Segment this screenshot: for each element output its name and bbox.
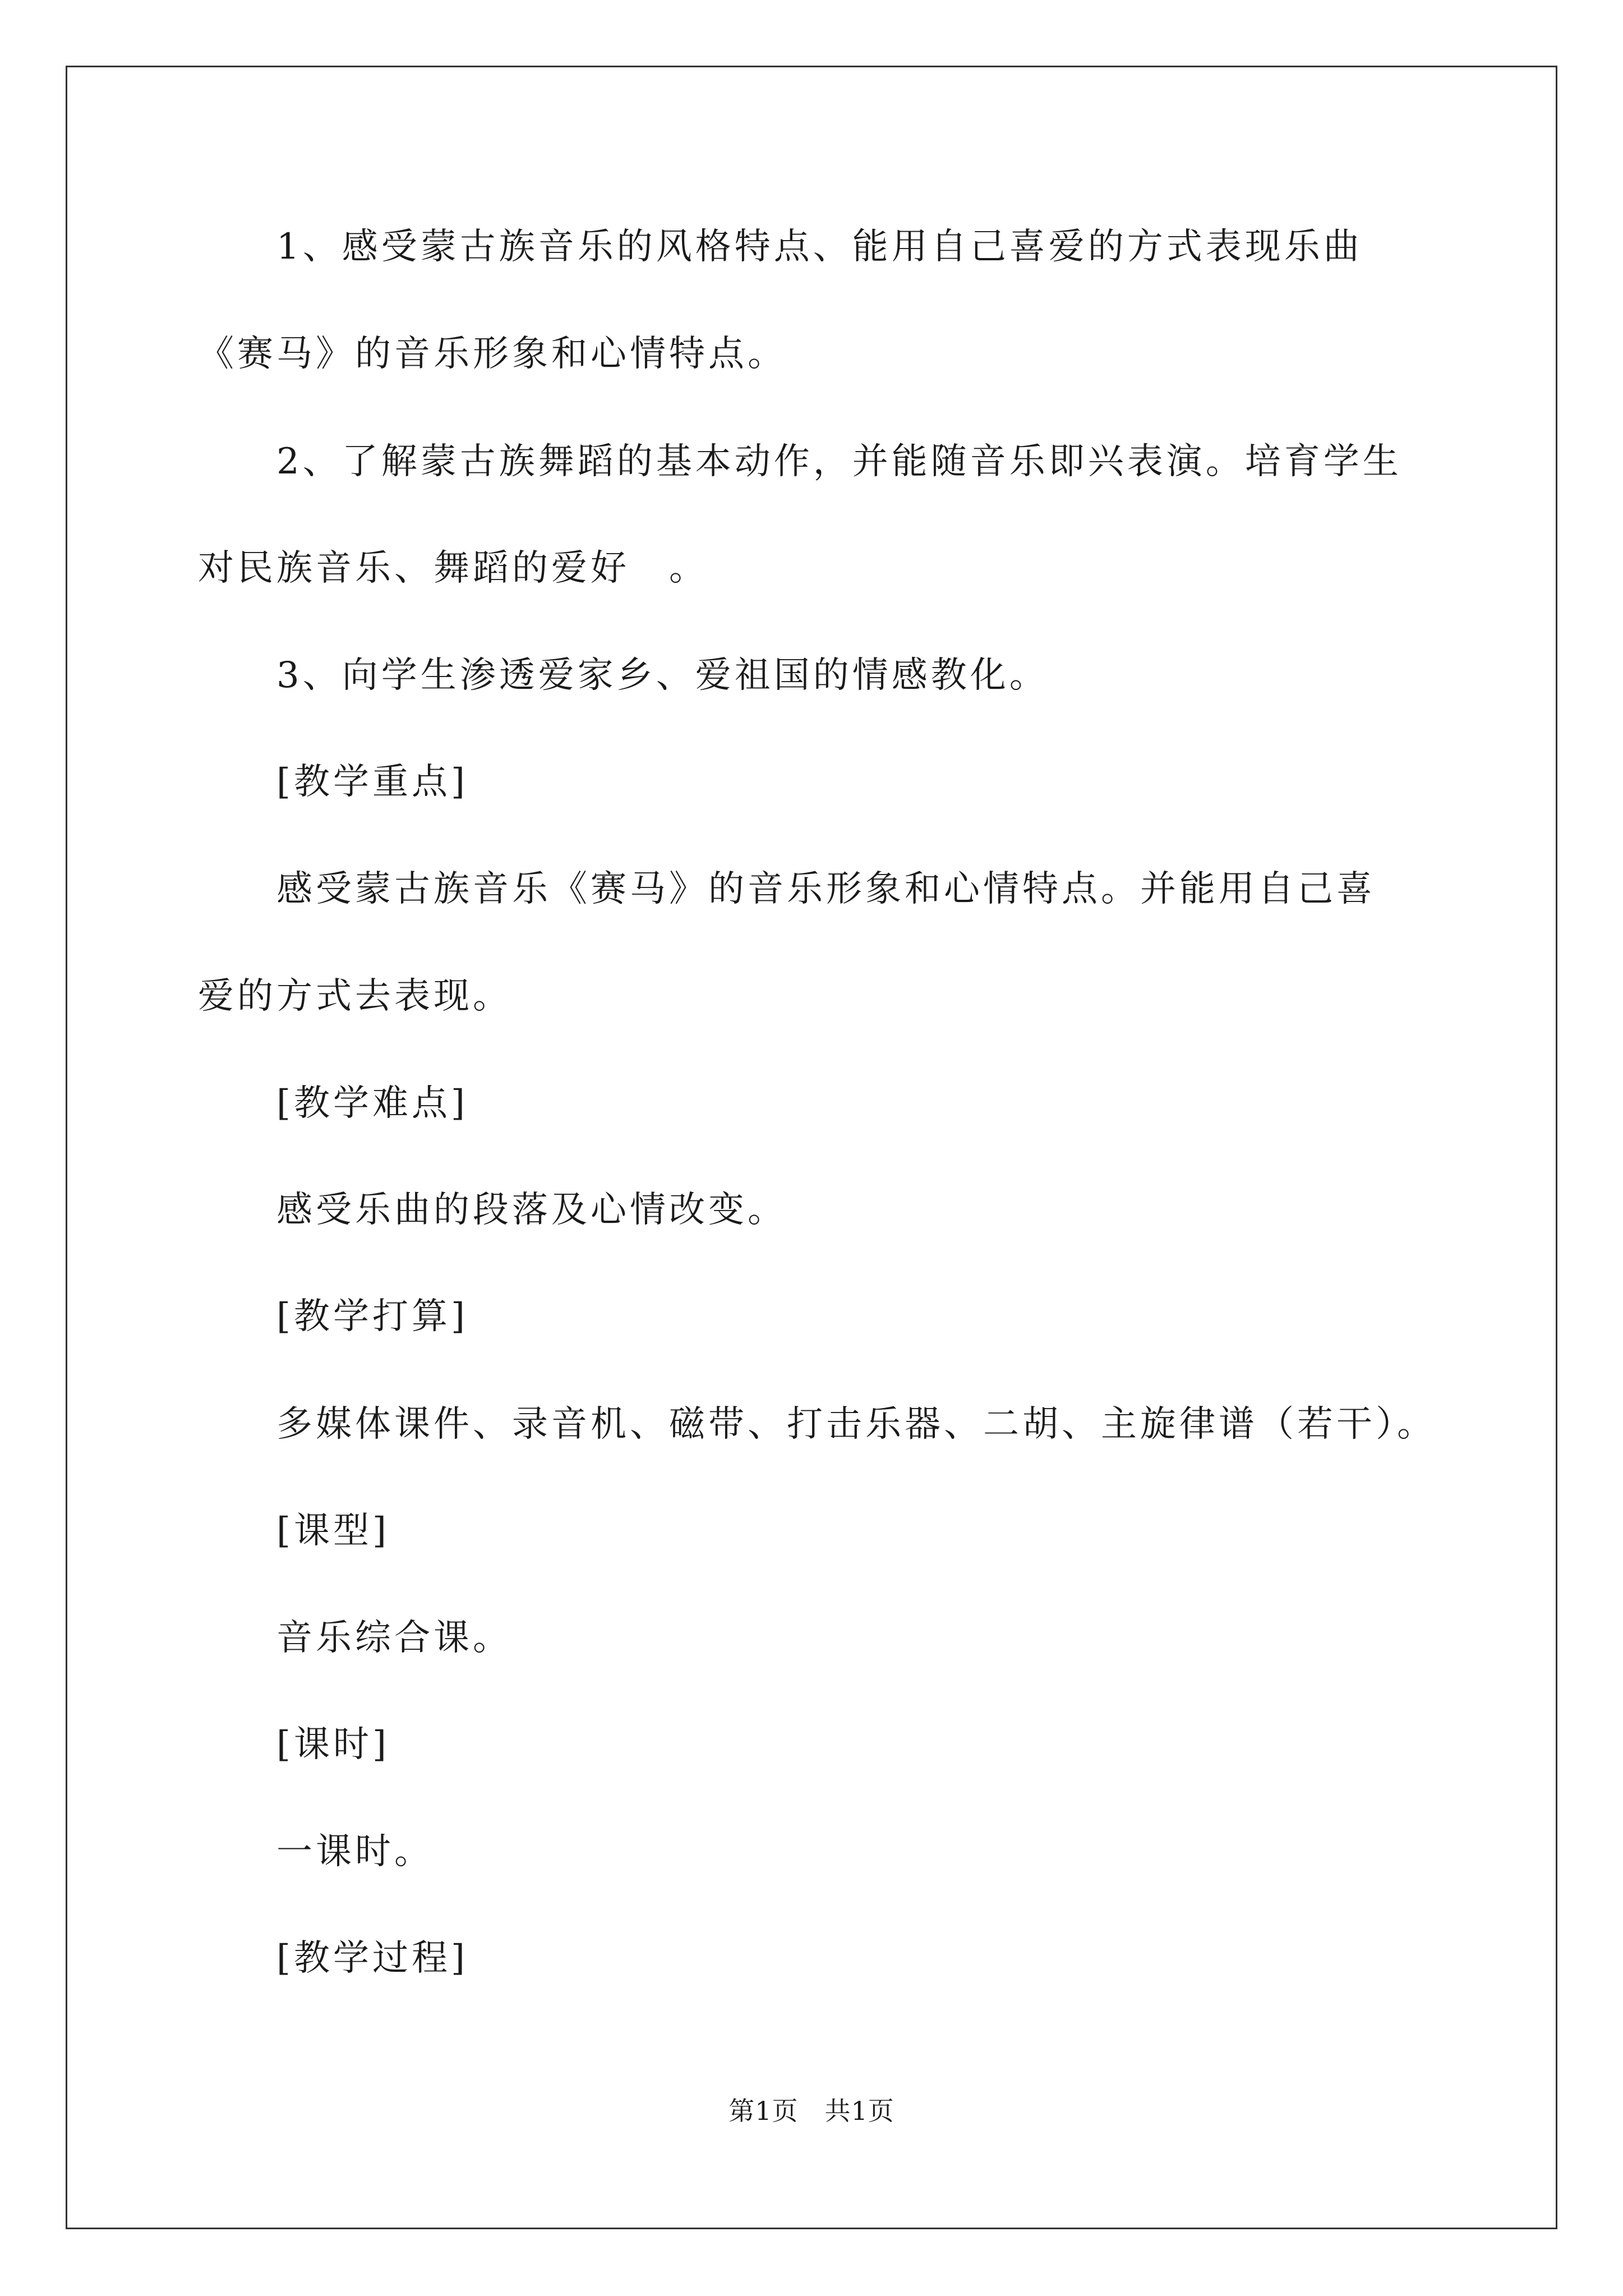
page-number-footer: 第1页 共1页 xyxy=(728,2096,895,2126)
section-heading: [教学重点] xyxy=(198,761,468,803)
page-border xyxy=(66,66,1557,2229)
text-line: 对民族音乐、舞蹈的爱好 。 xyxy=(198,547,708,589)
section-heading: [课时] xyxy=(198,1724,390,1765)
text-line: 一课时。 xyxy=(198,1831,434,1872)
text-line: 感受蒙古族音乐《赛马》的音乐形象和心情特点。并能用自己喜 xyxy=(198,868,1376,910)
text-line: 2、了解蒙古族舞蹈的基本动作，并能随音乐即兴表演。培育学生 xyxy=(198,441,1402,482)
text-line: 感受乐曲的段落及心情改变。 xyxy=(198,1189,787,1231)
text-line: 多媒体课件、录音机、磁带、打击乐器、二胡、主旋律谱（若干）。 xyxy=(198,1404,1436,1445)
text-line: 1、感受蒙古族音乐的风格特点、能用自己喜爱的方式表现乐曲 xyxy=(198,226,1363,268)
text-line: 爱的方式去表现。 xyxy=(198,976,512,1017)
text-line: 《赛马》的音乐形象和心情特点。 xyxy=(198,333,787,375)
section-heading: [教学过程] xyxy=(198,1938,468,1979)
text-line: 音乐综合课。 xyxy=(198,1617,512,1659)
text-line: 3、向学生渗透爱家乡、爱祖国的情感教化。 xyxy=(198,655,1049,696)
section-heading: [教学难点] xyxy=(198,1083,468,1124)
section-heading: [课型] xyxy=(198,1510,390,1552)
section-heading: [教学打算] xyxy=(198,1296,468,1337)
